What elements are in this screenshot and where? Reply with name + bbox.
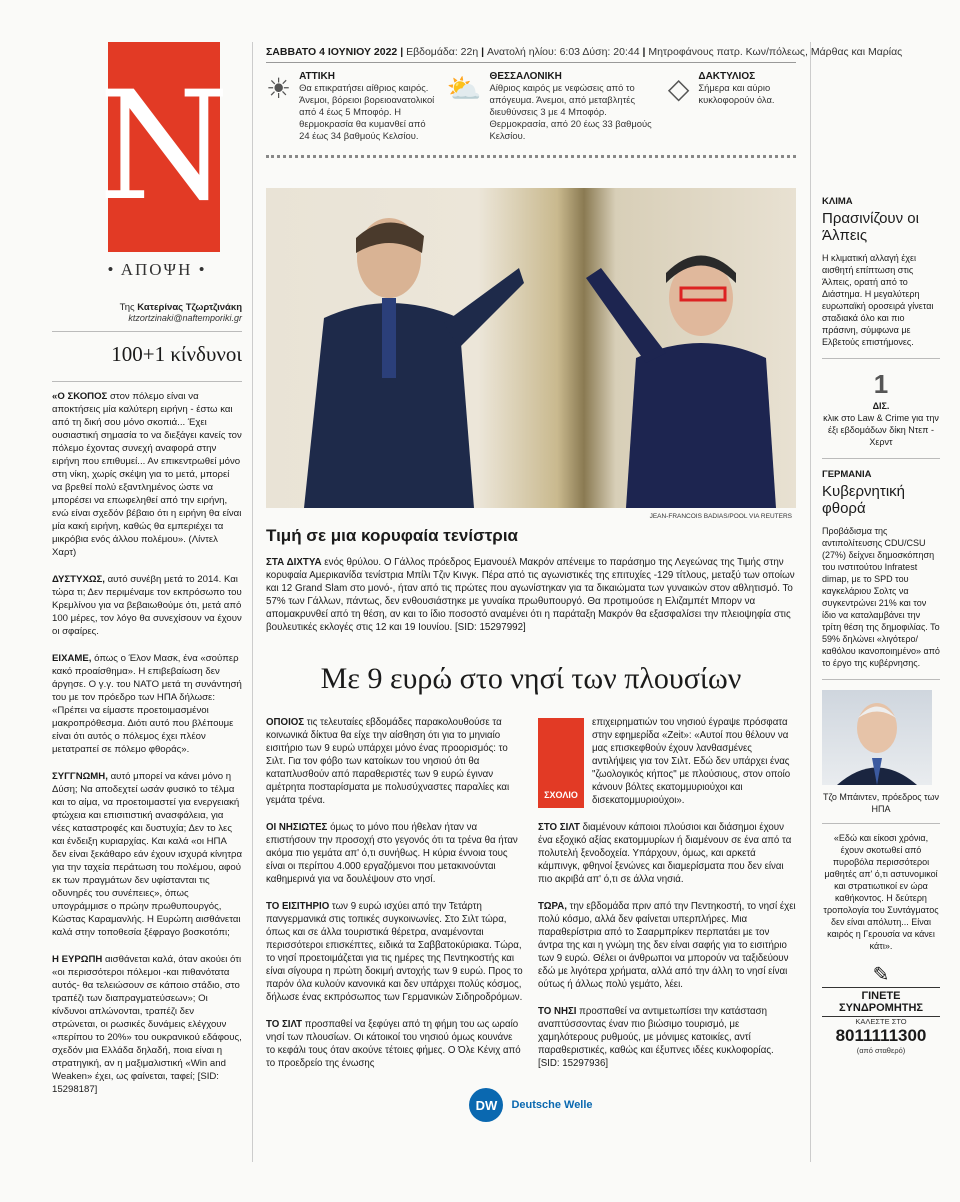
paragraph-text: αισθάνεται καλά, όταν ακούει ότι «οι περισσότεροι πόλεμοι -και πιθανότατα αυτός- θα τελειώσουν σε κάποιο στάδιο, στο τραπέζι των διαπραγματεύσεων»; Οι κίνδυνοι απλώνονται, τραπέζι δεν στρώνεται, οι ρωσικές δυνάμεις ελέγχουν «περίπου το 20%» του ουκρανικού εδάφους, σχεδόν μια Ελλάδα δηλαδή, ποια είναι η στρατηγική, αν η μαξιμαλιστική «Win and Weaken» έχει, ως φαίνεται, ταφεί; [SID: 15298187]: [52, 954, 242, 1095]
subscribe-call: ΚΑΛΕΣΤΕ ΣΤΟ: [855, 1017, 907, 1026]
reader-icon: ✎: [872, 964, 890, 986]
dateline: ΣΑΒΒΑΤΟ 4 ΙΟΥΝΙΟΥ 2022 | Εβδομάδα: 22η | Ανατολή ηλίου: 6:03 Δύση: 20:44 | Μητροφάνους πατρ. Κων/πόλεως, Μάρθας και Μαρίας: [266, 46, 796, 63]
paragraph: [538, 900, 796, 991]
opinion-body: [52, 390, 242, 1096]
paragraph: [266, 716, 524, 807]
article-column-1: [266, 716, 524, 1084]
paragraph: [538, 821, 796, 886]
paragraph: [266, 900, 524, 1004]
paragraph-text: προσπαθεί να αντιμετωπίσει την κατάσταση αναπτύσσοντας έναν πιο βιώσιμο τουρισμό, με χαμηλότερους ρυθμούς, με μόνιμες κατοικίες, αντί παραθεριστικές, καθώς και έξυπνες ιδέες κυκλοφορίας. [SID: 15297936]: [538, 1006, 774, 1069]
weather-ring: [667, 71, 796, 149]
paragraph-text: την εβδομάδα πριν από την Πεντηκοστή, το νησί έχει πολύ κόσμο, αλλά δεν φαίνεται υπερπλήρες. Μια παραθερίστρια από το Σααρμπρίκεν περπατάει με τον άντρα της και η γνώμη της δεν είναι σαφής για το εισιτήριο των 9 ευρώ. Θέλει οι άνθρωποι να μπορούν να ταξιδεύουν εδώ με λιγότερα χρήματα, αλλά από την άλλη το νησί είναι ούτως ή άλλως πολύ γεμάτο, λέει.: [538, 901, 796, 990]
saints-day: Μητροφάνους πατρ. Κων/πόλεως, Μάρθας και Μαρίας: [648, 46, 903, 58]
subscribe-box[interactable]: [822, 962, 940, 1055]
paragraph-lead: Η ΕΥΡΩΠΗ: [52, 954, 103, 965]
weather-attica: [266, 71, 435, 149]
weather-thessaloniki: [447, 71, 655, 149]
paragraph-text: προσπαθεί να ξεφύγει από τη φήμη του ως ωραίο νησί των πλουσίων. Οι κάτοικοί του νησιού όμως κουνάνε το κεφάλι τους όταν ακούνε τέτοιες φήμες. Ο Όλε Κένιχ από το προεδρείο της ένωσης: [266, 1019, 521, 1069]
sun-icon: ☀: [266, 73, 292, 104]
divider: [822, 823, 940, 824]
column-rule: [810, 42, 811, 1162]
paragraph: [52, 390, 242, 559]
article-headline: Με 9 ευρώ στο νησί των πλουσίων: [320, 662, 742, 695]
sidebar-stat: [822, 369, 940, 459]
opinion-title: 100+1 κίνδυνοι: [111, 342, 242, 366]
paragraph-text: των 9 ευρώ ισχύει από την Τετάρτη πανγερμανικά στις τοπικές συγκοινωνίες. Στο Σιλτ τώρα, όπως και σε άλλα τουριστικά θέρετρα, αναμένονται περισσότεροι επισκέπτες, ειδικά τα Σαββατοκύριακα. Τώρα, το νησί προετοιμάζεται για τις ημέρες της Πεντηκοστής και είναι σίγουρα η πρώτη δοκιμή αντοχής των 9 ευρώ. Προς το παρόν όλα κυλούν κανονικά και δεν υπάρχει πολύς κόσμος, δήλωσε ένας εκπρόσωπος των Γερμανικών Σιδηροδρόμων.: [266, 901, 523, 1003]
photo-credit: JEAN-FRANCOIS BADIAS/POOL VIA REUTERS: [649, 513, 792, 520]
week: Εβδομάδα: 22η: [406, 46, 479, 58]
paragraph-text: όμως το μόνο που ήθελαν ήταν να επιστήσουν την προσοχή στο γεγονός ότι τα τρένα θα ήταν ακόμα πιο γεμάτα απ' ό,τι συνήθως. Η κύρια έννοια τους είναι οι περίπου 4.000 εργαζόμενοι που μετακινούνται καθημερινά για να δουλέψουν στο νησί.: [266, 822, 518, 885]
paragraph: [538, 1005, 796, 1070]
caption-text: [266, 556, 796, 634]
divider: [52, 331, 242, 332]
cloud-sun-icon: ⛅: [446, 73, 482, 104]
weather-name: ΔΑΚΤΥΛΙΟΣ: [698, 71, 756, 82]
weather-text: Αίθριος καιρός με νεφώσεις από το απόγευμα. Άνεμοι, από μεταβλητές διευθύνσεις 3 με 4 Μποφόρ. Θερμοκρασία, από 20 έως 33 βαθμούς Κελσίου.: [489, 82, 652, 141]
paragraph-text: τις τελευταίες εβδομάδες παρακολουθούσε τα κοινωνικά δίκτυα θα είχε την αίσθηση ότι για το μηνιαίο εισιτήριο των 9 ευρώ υπάρχει μόνο ένας προορισμός: το Σιλτ. Για τον φόβο των κατοίκων του νησιού ότι θα καταπλυσθούν από παραθεριστές των 9 ευρώ έγιναν αμέτρητα ποσταρίσματα με πολυσύχναστες παραλίες και γεμάτα τρένα.: [266, 717, 510, 806]
paragraph-lead: «Ο ΣΚΟΠΟΣ: [52, 391, 108, 402]
paragraph-lead: ΤΩΡΑ,: [538, 901, 567, 912]
paragraph: [52, 652, 242, 756]
caption-title: Τιμή σε μια κορυφαία τενίστρια: [266, 526, 518, 545]
macron-figure: [284, 208, 524, 508]
news-photo: [266, 188, 796, 520]
sidebar-label: ΚΛΙΜΑ: [822, 196, 853, 207]
paragraph-lead: ΤΟ ΕΙΣΙΤΗΡΙΟ: [266, 901, 330, 912]
weather-text: Θα επικρατήσει αίθριος καιρός. Άνεμοι, βόρειοι βορειοανατολικοί από 4 έως 5 Μποφόρ. Η θερμοκρασία θα κυμανθεί από 24 έως 34 βαθμούς Κελσίου.: [299, 82, 435, 141]
biden-photo: [822, 690, 932, 785]
newspaper-logo: [98, 42, 230, 252]
byline: [52, 302, 242, 313]
dw-brand: [266, 1088, 796, 1122]
quote-caption: Τζο Μπάιντεν, πρόεδρος των ΗΠΑ: [823, 792, 939, 814]
paragraph: [266, 821, 524, 886]
comment-badge: ΣΧΟΛΙΟ: [538, 718, 584, 808]
paragraph: [52, 770, 242, 939]
sidebar-climate: [822, 196, 940, 359]
quote-text: «Εδώ και είκοσι χρόνια, έχουν σκοτωθεί από πυροβόλα περισσότεροι μαθητές απ' ό,τι αστυνομικοί και στρατιωτικοί εν ώρα καθήκοντος. Η δεύτερη τροπολογία του Συντάγματος δεν είναι απόλυτη... Είναι καιρός η Γερουσία να κάνει κάτι».: [823, 833, 939, 951]
paragraph: [266, 1018, 524, 1070]
paragraph-text: στον πόλεμο είναι να αποκτήσεις μία καλύτερη ειρήνη - έστω και από τη δική σου μόνο σκοπιά... Έχει ουσιαστική σημασία το να διεξάγει κανείς τον πόλεμο έχοντας συνεχή αναφορά στην ειρήνη που επιθυμεί... Αν επικεντρωθεί μόνο στη νίκη, χωρίς σκέψη για το μετά, μπορεί να βρεθεί πολύ εξαντλημένος ώστε να μπορέσει να επωφεληθεί από την ειρήνη, ενώ είναι σχεδόν βέβαιο ότι η ειρήνη θα είναι μία κακή ειρήνη, καθώς θα εμπεριέχει τα μικρόβια ενός άλλου πολέμου». (Λίντελ Χαρτ): [52, 391, 242, 558]
weather-name: ΘΕΣΣΑΛΟΝΙΚΗ: [489, 71, 562, 82]
byline-prefix: Της: [119, 302, 135, 313]
subscribe-title: ΓΙΝΕΤΕ ΣΥΝΔΡΟΜΗΤΗΣ: [822, 987, 940, 1017]
dw-name: Deutsche Welle: [511, 1099, 593, 1111]
paragraph-lead: ΟΙ ΝΗΣΙΩΤΕΣ: [266, 822, 328, 833]
sidebar-title: Πρασινίζουν οι Άλπεις: [822, 210, 919, 244]
dw-logo: DW: [469, 1088, 503, 1122]
weather-text: Σήμερα και αύριο κυκλοφορούν όλα.: [698, 82, 775, 105]
column-rule: [252, 42, 253, 1162]
sidebar-germany: [822, 469, 940, 680]
dotted-divider: [266, 155, 796, 158]
logo-letter: N: [98, 60, 230, 234]
caption-body: ενός θρύλου. Ο Γάλλος πρόεδρος Εμανουέλ Μακρόν απένειμε το παράσημο της Λεγεώνας της Τιμής στην κορυφαία Αμερικανίδα τενίστρια Μπίλι Τζιν Κινγκ. Πέρα από τις αγωνιστικές της επιτυχίες -129 τίτλους, μεταξύ των οποίων και 12 Grand Slam στο μονό-, ήταν από τις πρώτες που αγωνίστηκαν για τα δικαιώματα των γυναικών στον αθλητισμό. Το 57% των Γάλλων, πάντως, δεν ενθουσιάστηκε με γυναίκα πρωθυπουργό. Θα προτιμούσε η Ελιζαμπέτ Μπορν να απομακρυνθεί από τη θέση, αν και το ίδιο ποσοστό αναμένει ότι η παράταξη Μακρόν θα εξασφαλίσει την πλειοψηφία στις βουλευτικές εκλογές στις 12 και 19 Ιουνίου. [SID: 15297992]: [266, 557, 795, 633]
opinion-column: [52, 42, 242, 1110]
paragraph: [52, 573, 242, 638]
paragraph-lead: ΤΟ ΝΗΣΙ: [538, 1006, 577, 1017]
divider: [52, 381, 242, 382]
paragraph-lead: ΟΠΟΙΟΣ: [266, 717, 305, 728]
caption-lead: ΣΤΑ ΔΙΧΤΥΑ: [266, 557, 322, 568]
paragraph-lead: ΣΥΓΓΝΩΜΗ,: [52, 771, 108, 782]
section-label: • ΑΠΟΨΗ •: [107, 260, 207, 279]
paragraph-lead: ΤΟ ΣΙΛΤ: [266, 1019, 303, 1030]
king-figure: [586, 238, 786, 508]
article-column-2: [538, 716, 796, 1084]
sidebar-label: ΓΕΡΜΑΝΙΑ: [822, 469, 872, 480]
paragraph-text: όπως ο Έλον Μασκ, ένα «σούπερ κακό προαίσθημα». Η επιβεβαίωση δεν άργησε. Ο γ.γ. του ΝΑΤΟ μετά τη συνάντησή του με τον πρόεδρο των ΗΠΑ δήλωσε: «Πρέπει να είμαστε προετοιμασμένοι μακροπρόθεσμα. Διότι αυτό που βλέπουμε είναι ότι αυτός ο πόλεμος έχει πλέον μετατραπεί σε πόλεμο φθοράς».: [52, 653, 242, 755]
weather-name: ΑΤΤΙΚΗ: [299, 71, 335, 82]
sidebar-text: Η κλιματική αλλαγή έχει αισθητή επίπτωση στις Άλπεις, ορατή από το Διάστημα. Η μεγαλύτερη ευρωπαϊκή οροσειρά γίνεται σταδιακά όλο και πιο πράσινη, σύμφωνα με Ελβετούς επιστήμονες.: [822, 253, 934, 347]
paragraph: [52, 953, 242, 1096]
date: ΣΑΒΒΑΤΟ 4 ΙΟΥΝΙΟΥ 2022: [266, 46, 398, 58]
paragraph-lead: ΣΤΟ ΣΙΛΤ: [538, 822, 580, 833]
weather-strip: [266, 71, 796, 149]
stat-number: 1: [873, 369, 889, 399]
article-body: [266, 716, 796, 1084]
sidebar-text: Προβάδισμα της αντιπολίτευσης CDU/CSU (27%) δείχνει δημοσκόπηση του ινστιτούτου Infratest dimap, με το SPD του καγκελάριου Σολτς να συγκεντρώνει 21% και τον ίδιο να καταλαμβάνει την τρίτη θέση της δημοφιλίας. Το 59% δηλώνει «λιγότερο/καθόλου ικανοποιημένο» από το έργο της κυβέρνησης.: [822, 526, 940, 668]
paragraph-text: αυτό συνέβη μετά το 2014. Και τώρα τι; Δεν περιμέναμε τον εκπρόσωπο του Κρεμλίνου για να βεβαιωθούμε ότι, μετά από 100 μέρες, τον λόγο θα συνεχίσουν να έχουν οι σφαίρες.: [52, 574, 242, 637]
author-email[interactable]: ktzortzinaki@naftemporiki.gr: [128, 313, 242, 323]
ring-sign-icon: ◇: [667, 73, 690, 104]
paragraph-text: αυτό μπορεί να κάνει μόνο η Δύση; Να αποδεχτεί ωσάν φυσικό το τέλμα και το αίμα, να προετοιμαστεί για ενεργειακή φτώχεια και επισιτιστική ανασφάλεια, για νέες καταστροφές και δυστυχία; Δεν το λες και ένδειξη κυριαρχίας. Και καλά «οι ΗΠΑ δεν είναι ξεκάθαρο εάν έχουν ισχυρά κίνητρα για την ταχεία περάτωση του πολέμου, αφού εκ των πραγμάτων δεν υφίστανται τις οδυνηρές του συνέπειες», όπως υπογράμμισε ο πρώην πρωθυπουργός, Κώστας Καραμανλής. Η Ευρώπη αισθάνεται καλά στην τοποθεσία ξέφραγο βοσκοτόπι;: [52, 771, 243, 938]
stat-unit: ΔΙΣ.: [872, 401, 890, 411]
sidebar-title: Κυβερνητική φθορά: [822, 483, 905, 517]
paragraph-lead: ΕΙΧΑΜΕ,: [52, 653, 92, 664]
sun-times: Ανατολή ηλίου: 6:03 Δύση: 20:44: [486, 46, 640, 58]
paragraph-lead: ΔΥΣΤΥΧΩΣ,: [52, 574, 105, 585]
paragraph-text: επιχειρηματιών του νησιού έγραψε πρόσφατα στην εφημερίδα «Zeit»: «Αυτοί που θέλουν να μας επισκεφθούν έχουν λανθασμένες αντιλήψεις για τον Σιλτ. Εδώ δεν υπάρχει ένας "ζωολογικός κήπος" με πλούσιους, στον οποίο κάνουν βόλτες εκατομμυριούχοι και δισεκατομμυριούχοι».: [592, 717, 791, 806]
subscribe-phone[interactable]: 8011111300: [835, 1026, 927, 1045]
author-name: Κατερίνας Τζωρτζινάκη: [137, 302, 242, 313]
stat-text: κλικ στο Law & Crime για την έξι εβδομάδων δίκη Ντεπ - Χερντ: [823, 413, 939, 447]
sidebar: [822, 46, 940, 1055]
subscribe-note: (από σταθερό): [856, 1046, 906, 1055]
paragraph-text: διαμένουν κάποιοι πλούσιοι και διάσημοι έχουν ένα εξοχικό αξίας εκατομμυρίων ή διαμένουν σε ένα από τα πολυτελή ξενοδοχεία. Υπάρχουν, όμως, και αρκετά κάμπινγκ, φθηνοί ξενώνες και διαμερίσματα που δεν είναι πιο ακριβά απ' ό,τι σε άλλα νησιά.: [538, 822, 792, 885]
